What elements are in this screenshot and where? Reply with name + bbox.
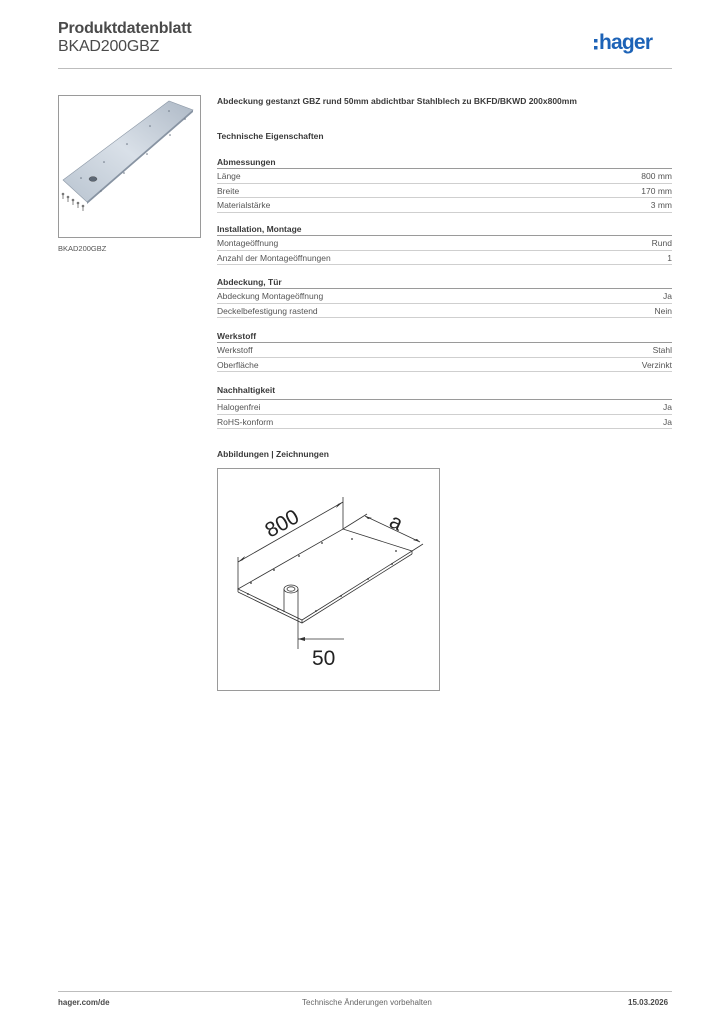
table-row [217,236,672,251]
table-row [217,400,672,415]
row-value: Ja [663,291,672,301]
table-row [217,251,672,266]
perforated-plate-image [59,96,200,237]
table-row [217,415,672,430]
product-code: BKAD200GBZ [58,38,160,55]
row-label: RoHS-konform [217,416,274,427]
technical-drawing [217,468,440,691]
section-title: Nachhaltigkeit [217,383,672,400]
dimension-width-label: a [385,509,407,536]
header-divider [58,68,672,69]
table-row [217,169,672,184]
row-value: 170 mm [641,185,672,196]
section-installation [217,222,672,265]
row-value: Nein [654,305,672,316]
footer-date: 15.03.2026 [628,998,669,1007]
section-title: Abmessungen [217,155,672,169]
row-value: Ja [663,416,672,427]
row-label: Montageöffnung [217,238,279,248]
table-row [217,343,672,358]
dimension-hole-label: 50 [312,647,336,670]
table-row [217,198,672,213]
section-title: Werkstoff [217,329,672,343]
row-value: 1 [667,252,672,263]
footer-website-link[interactable]: hager.com/de [58,998,110,1007]
section-title: Abdeckung, Tür [217,275,672,289]
section-title: Installation, Montage [217,222,672,236]
row-label: Oberfläche [217,359,259,370]
row-label: Länge [217,171,241,181]
row-label: Abdeckung Montageöffnung [217,291,324,301]
row-value: 3 mm [650,200,672,211]
dimension-length-label: 800 [261,505,304,543]
page-title: Produktdatenblatt [58,20,192,37]
section-sustainability [217,383,672,429]
footer-notice: Technische Änderungen vorbehalten [302,998,432,1007]
dimension-drawing [218,469,439,690]
row-label: Deckelbefestigung rastend [217,305,318,316]
product-title: Abdeckung gestanzt GBZ rund 50mm abdichtbar Stahlblech zu BKFD/BKWD 200x800mm [217,96,577,106]
section-cover-door [217,275,672,318]
row-value: Ja [663,402,672,412]
footer-divider [58,991,672,992]
table-row [217,184,672,199]
row-value: Verzinkt [641,359,672,370]
row-label: Werkstoff [217,345,253,355]
table-row [217,304,672,319]
hager-logo [594,27,674,57]
product-image [58,95,201,238]
section-material [217,329,672,372]
image-caption: BKAD200GBZ [58,244,107,253]
row-label: Materialstärke [217,200,271,211]
row-label: Breite [217,185,240,196]
row-value: 800 mm [641,171,672,181]
row-value: Stahl [652,345,672,355]
table-row [217,289,672,304]
drawings-heading: Abbildungen | Zeichnungen [217,449,329,459]
section-dimensions [217,155,672,213]
row-value: Rund [651,238,672,248]
tech-properties-heading: Technische Eigenschaften [217,131,324,141]
row-label: Anzahl der Montageöffnungen [217,252,331,263]
row-label: Halogenfrei [217,402,261,412]
logo-text: hager [599,31,653,54]
table-row [217,358,672,373]
